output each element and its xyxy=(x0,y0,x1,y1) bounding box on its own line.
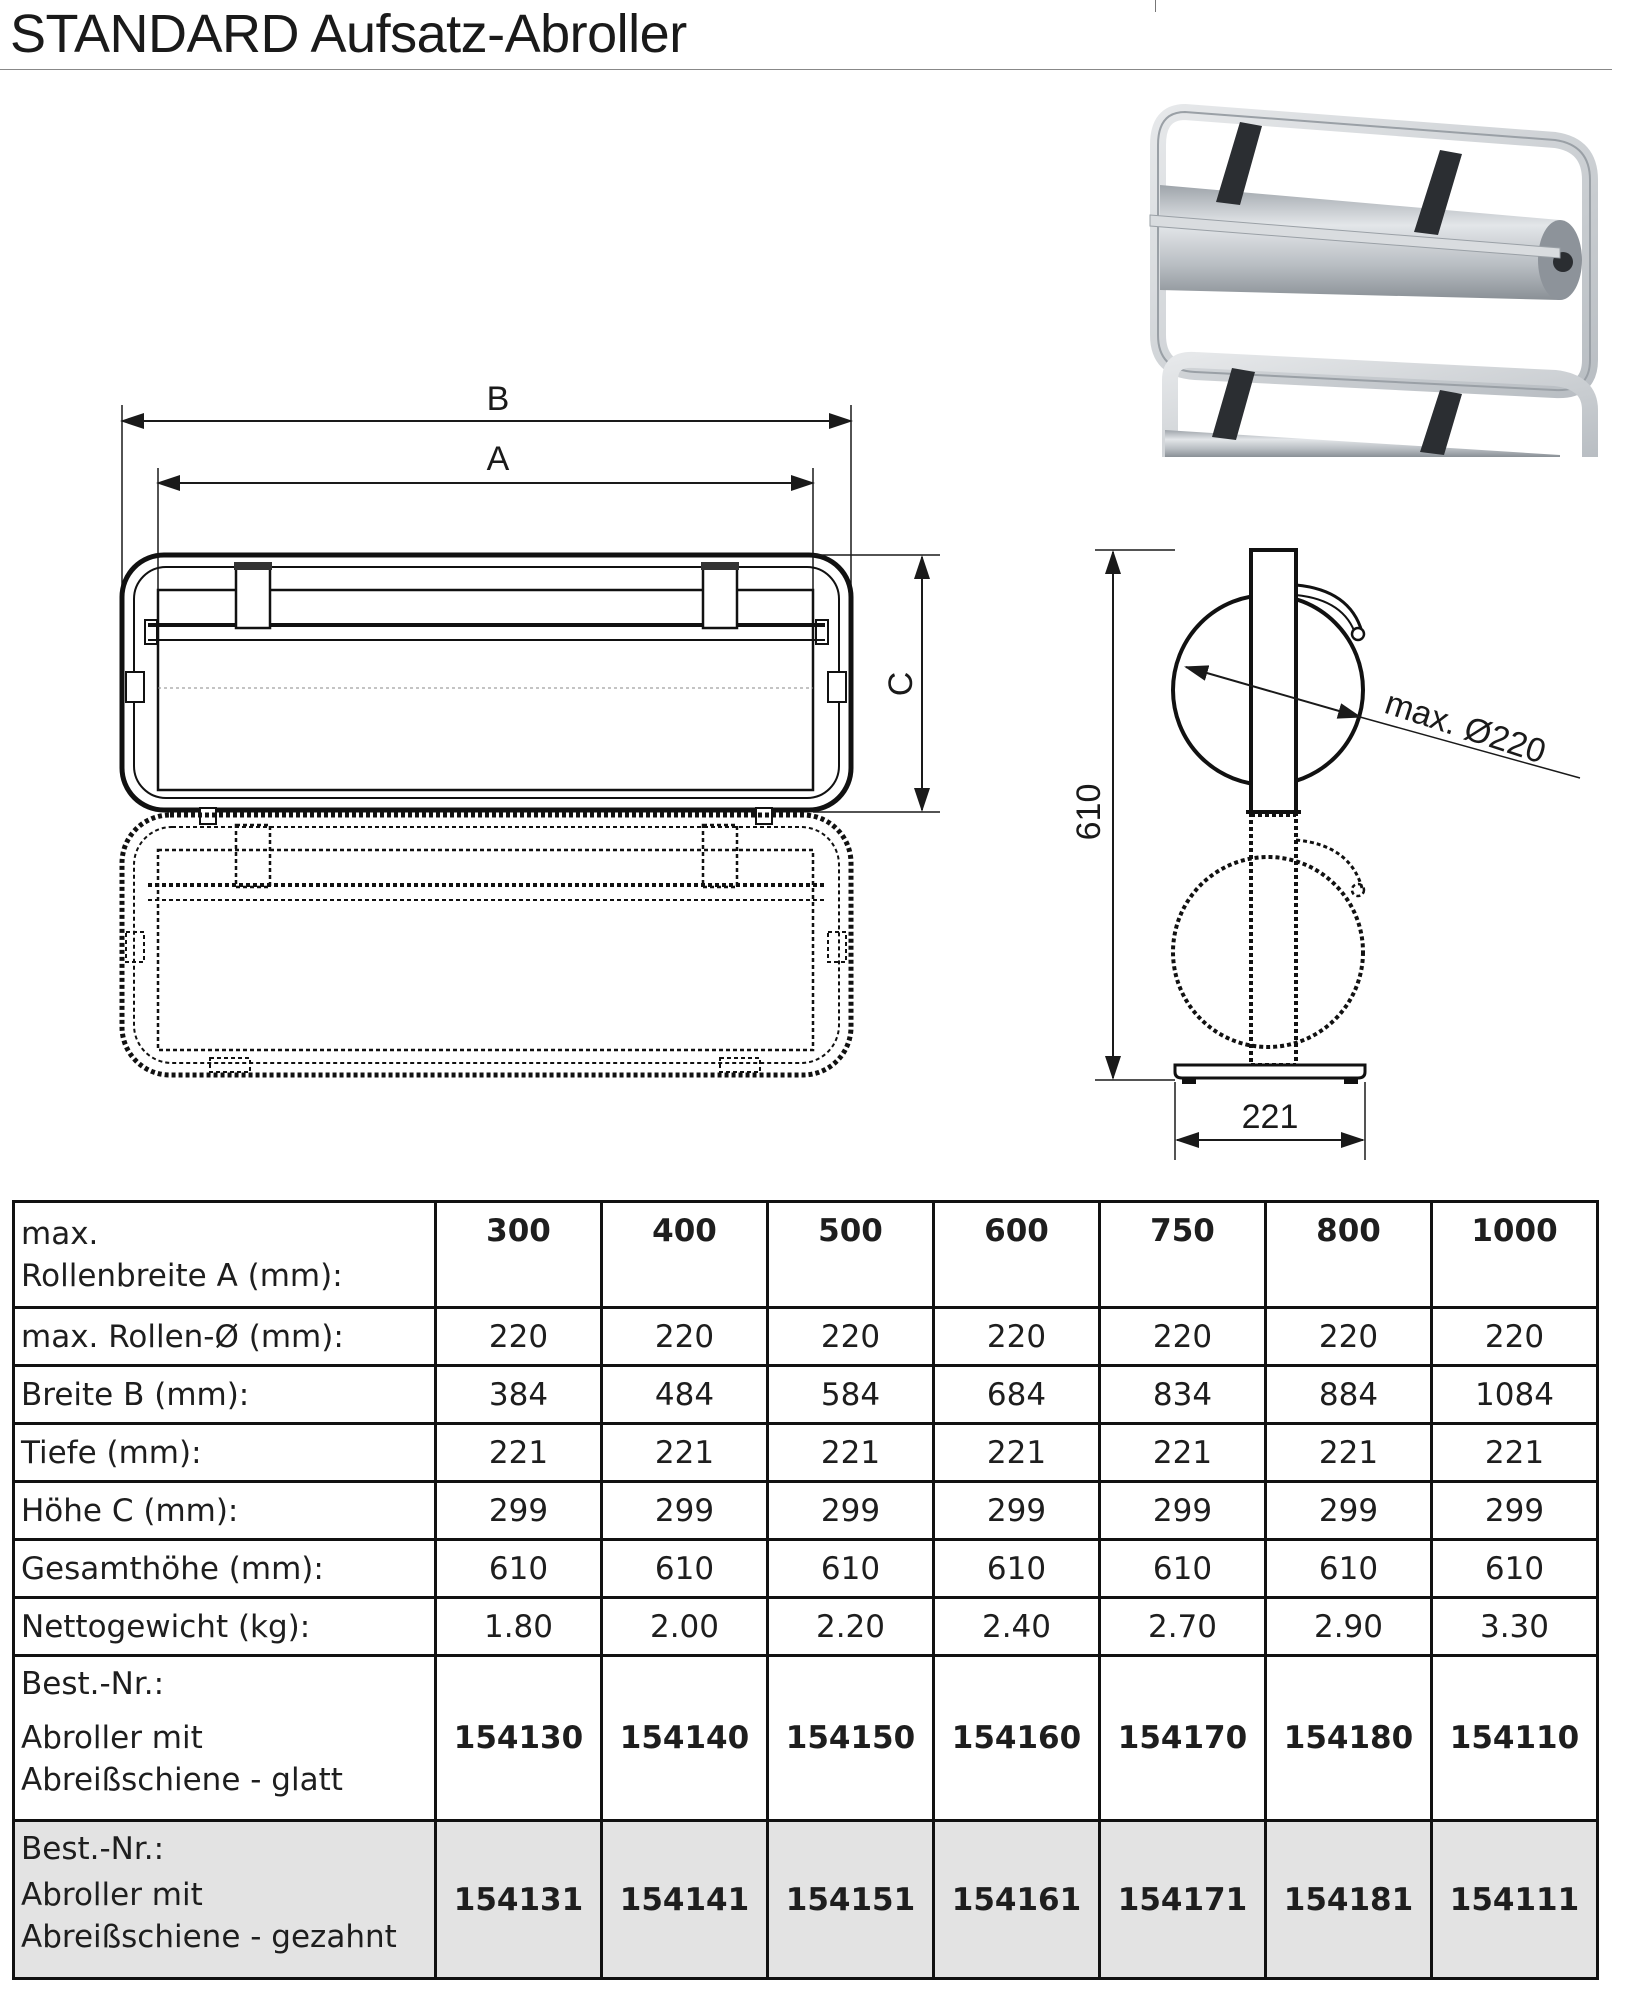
row-label: Tiefe (mm): xyxy=(14,1424,436,1482)
order-label-line-3: Abreißschiene - glatt xyxy=(21,1762,343,1798)
table-cell: 220 xyxy=(768,1308,934,1366)
order-number: 154130 xyxy=(436,1656,602,1821)
table-cell: 884 xyxy=(1266,1366,1432,1424)
order-number: 154150 xyxy=(768,1656,934,1821)
table-cell: 299 xyxy=(1266,1482,1432,1540)
table-cell: 221 xyxy=(436,1424,602,1482)
table-cell: 220 xyxy=(934,1308,1100,1366)
table-cell: 1.80 xyxy=(436,1598,602,1656)
table-cell: 684 xyxy=(934,1366,1100,1424)
table-cell: 484 xyxy=(602,1366,768,1424)
table-cell: 584 xyxy=(768,1366,934,1424)
table-cell: 384 xyxy=(436,1366,602,1424)
table-row xyxy=(14,1366,1598,1424)
table-cell: 299 xyxy=(436,1482,602,1540)
dim-label-diameter: max. Ø220 xyxy=(1380,683,1551,772)
table-cell: 610 xyxy=(602,1540,768,1598)
table-cell: 1084 xyxy=(1432,1366,1598,1424)
table-cell: 2.90 xyxy=(1266,1598,1432,1656)
order-row-gezahnt xyxy=(14,1821,1598,1979)
table-cell: 610 xyxy=(1432,1540,1598,1598)
table-cell: 221 xyxy=(1432,1424,1598,1482)
side-view xyxy=(1070,550,1580,1160)
table-cell: 299 xyxy=(1100,1482,1266,1540)
order-number: 154181 xyxy=(1266,1821,1432,1979)
table-cell: 221 xyxy=(768,1424,934,1482)
table-row xyxy=(14,1598,1598,1656)
header-label-line-2: Rollenbreite A (mm): xyxy=(21,1257,343,1294)
order-number: 154131 xyxy=(436,1821,602,1979)
order-label-glatt xyxy=(14,1656,436,1821)
order-label-line-3: Abreißschiene - gezahnt xyxy=(21,1919,397,1955)
row-label: max. Rollen-Ø (mm): xyxy=(14,1308,436,1366)
order-number: 154180 xyxy=(1266,1656,1432,1821)
width-header: 1000 xyxy=(1432,1202,1598,1308)
header-label-cell xyxy=(14,1202,436,1308)
table-cell: 2.70 xyxy=(1100,1598,1266,1656)
specification-table xyxy=(12,1200,1599,1980)
order-number: 154161 xyxy=(934,1821,1100,1979)
order-number: 154170 xyxy=(1100,1656,1266,1821)
product-photo xyxy=(1150,112,1600,457)
order-number: 154110 xyxy=(1432,1656,1598,1821)
table-cell: 834 xyxy=(1100,1366,1266,1424)
table-cell: 220 xyxy=(1432,1308,1598,1366)
table-cell: 610 xyxy=(934,1540,1100,1598)
table-row xyxy=(14,1308,1598,1366)
table-cell: 2.20 xyxy=(768,1598,934,1656)
order-number: 154111 xyxy=(1432,1821,1598,1979)
table-cell: 221 xyxy=(1266,1424,1432,1482)
order-label-line-1: Best.-Nr.: xyxy=(21,1831,165,1867)
table-cell: 220 xyxy=(1100,1308,1266,1366)
order-number: 154171 xyxy=(1100,1821,1266,1979)
dim-label-depth: 221 xyxy=(1241,1098,1299,1136)
order-label-line-2: Abroller mit xyxy=(21,1877,203,1913)
table-header-row xyxy=(14,1202,1598,1308)
width-header: 500 xyxy=(768,1202,934,1308)
table-cell: 299 xyxy=(1432,1482,1598,1540)
width-header: 750 xyxy=(1100,1202,1266,1308)
table-cell: 299 xyxy=(602,1482,768,1540)
header-label-line-1: max. xyxy=(21,1215,99,1252)
table-cell: 220 xyxy=(1266,1308,1432,1366)
front-view xyxy=(122,380,940,1075)
width-header: 600 xyxy=(934,1202,1100,1308)
table-cell: 3.30 xyxy=(1432,1598,1598,1656)
table-cell: 221 xyxy=(1100,1424,1266,1482)
order-number: 154141 xyxy=(602,1821,768,1979)
table-cell: 220 xyxy=(436,1308,602,1366)
width-header: 300 xyxy=(436,1202,602,1308)
table-cell: 221 xyxy=(934,1424,1100,1482)
order-number: 154160 xyxy=(934,1656,1100,1821)
row-label: Nettogewicht (kg): xyxy=(14,1598,436,1656)
row-label: Höhe C (mm): xyxy=(14,1482,436,1540)
dim-label-height: 610 xyxy=(1070,783,1108,841)
table-cell: 2.00 xyxy=(602,1598,768,1656)
row-label: Breite B (mm): xyxy=(14,1366,436,1424)
table-cell: 221 xyxy=(602,1424,768,1482)
table-cell: 610 xyxy=(436,1540,602,1598)
table-row xyxy=(14,1482,1598,1540)
order-label-gezahnt xyxy=(14,1821,436,1979)
table-cell: 299 xyxy=(934,1482,1100,1540)
width-header: 800 xyxy=(1266,1202,1432,1308)
dim-label-c: C xyxy=(882,671,920,697)
table-cell: 2.40 xyxy=(934,1598,1100,1656)
row-label: Gesamthöhe (mm): xyxy=(14,1540,436,1598)
table-row xyxy=(14,1540,1598,1598)
table-cell: 610 xyxy=(1266,1540,1432,1598)
width-header: 400 xyxy=(602,1202,768,1308)
order-label-line-2: Abroller mit xyxy=(21,1720,203,1756)
page-title: STANDARD Aufsatz-Abroller xyxy=(10,4,687,64)
order-row-glatt xyxy=(14,1656,1598,1821)
dim-label-a: A xyxy=(486,440,510,478)
dim-label-b: B xyxy=(486,380,510,418)
table-row xyxy=(14,1424,1598,1482)
table-cell: 610 xyxy=(1100,1540,1266,1598)
order-number: 154151 xyxy=(768,1821,934,1979)
order-number: 154140 xyxy=(602,1656,768,1821)
table-cell: 610 xyxy=(768,1540,934,1598)
table-cell: 220 xyxy=(602,1308,768,1366)
order-label-line-1: Best.-Nr.: xyxy=(21,1666,165,1702)
table-cell: 299 xyxy=(768,1482,934,1540)
